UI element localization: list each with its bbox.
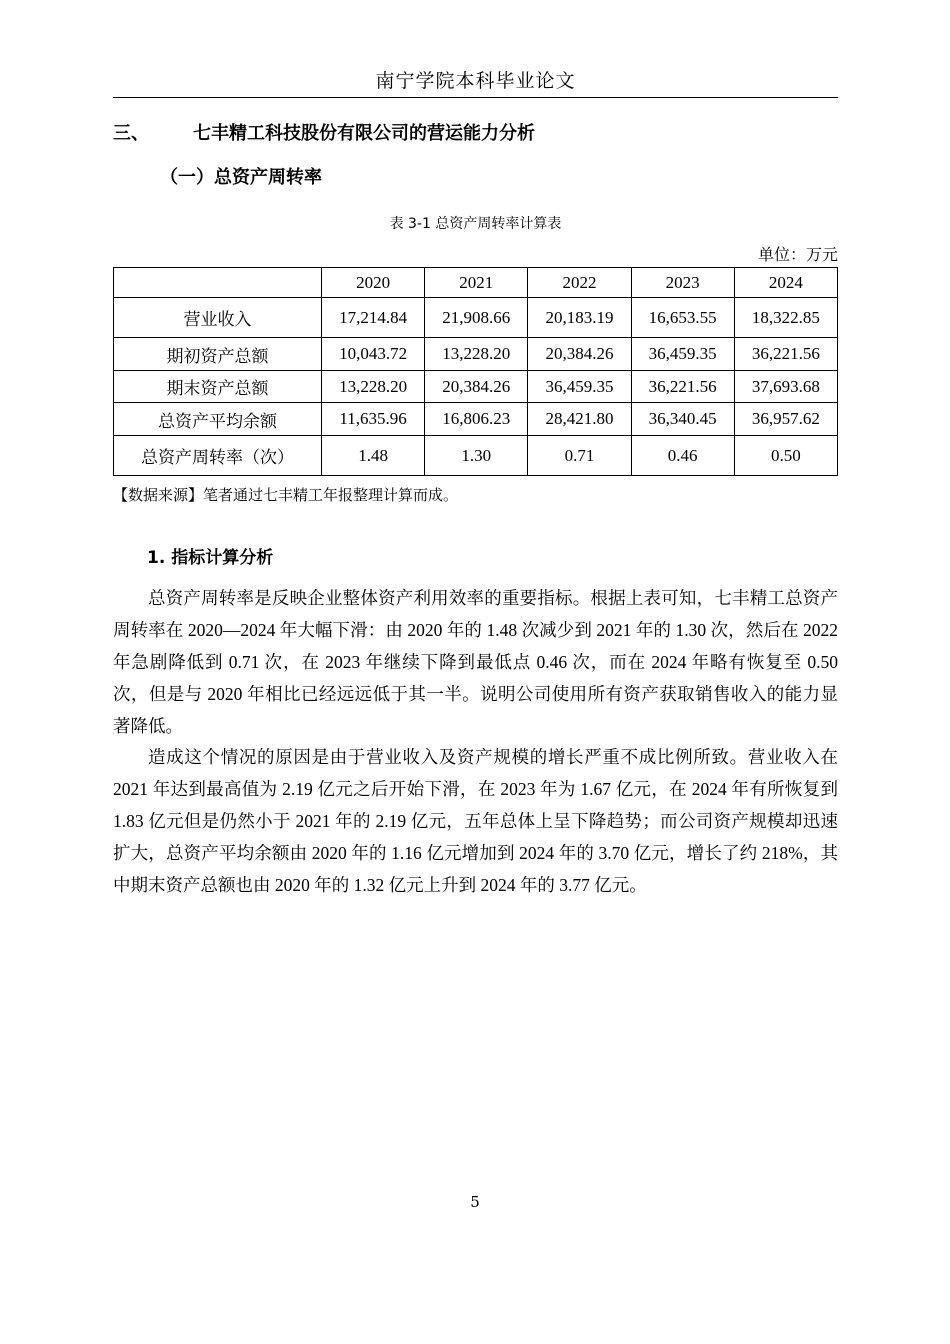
table-cell: 36,221.56 (631, 371, 734, 403)
table-header-cell (114, 268, 322, 298)
table-cell: 36,221.56 (734, 338, 837, 371)
table-cell: 18,322.85 (734, 298, 837, 338)
body-paragraph: 造成这个情况的原因是由于营业收入及资产规模的增长严重不成比例所致。营业收入在 2021 年达到最高值为 2.19 亿元之后开始下滑，在 2023 年为 1.67 亿元，在 2024 年有所恢复到 1.83 亿元但是仍然小于 2021 年的 2.19 亿元，五年总体上呈下降趋势；而公司资产规模却迅速扩大，总资产平均余额由 2020 年的 1.16 亿元增加到 2024 年的 3.70 亿元，增长了约 218%，其中期末资产总额也由 2020 年的 1.32 亿元上升到 2024 年的 3.77 亿元。 (113, 747, 838, 895)
table-row (114, 403, 838, 436)
table-cell: 36,340.45 (631, 403, 734, 436)
table-cell: 0.71 (528, 436, 631, 476)
row-label: 营业收入 (114, 298, 322, 338)
table-caption: 表 3-1 总资产周转率计算表 (389, 216, 562, 232)
table-cell: 0.50 (734, 436, 837, 476)
table-cell: 1.48 (322, 436, 425, 476)
table-cell: 10,043.72 (322, 338, 425, 371)
header-rule (113, 97, 838, 98)
table-header-cell: 2020 (322, 268, 425, 298)
table-cell: 20,183.19 (528, 298, 631, 338)
table-cell: 11,635.96 (322, 403, 425, 436)
table-cell: 17,214.84 (322, 298, 425, 338)
table-cell: 36,957.62 (734, 403, 837, 436)
row-label: 总资产平均余额 (114, 403, 322, 436)
table-cell: 16,653.55 (631, 298, 734, 338)
table-cell: 0.46 (631, 436, 734, 476)
table-cell: 20,384.26 (425, 371, 528, 403)
subsection-heading: （一）总资产周转率 (160, 167, 322, 188)
row-label: 期初资产总额 (114, 338, 322, 371)
table-cell: 20,384.26 (528, 338, 631, 371)
section-title: 七丰精工科技股份有限公司的营运能力分析 (193, 123, 535, 144)
table-cell: 36,459.35 (631, 338, 734, 371)
table-header-cell: 2022 (528, 268, 631, 298)
table-cell: 1.30 (425, 436, 528, 476)
section-heading (113, 119, 535, 145)
table-cell: 28,421.80 (528, 403, 631, 436)
section-number: 三、 (113, 123, 149, 144)
turnover-table (113, 267, 838, 476)
page-number: 5 (470, 1193, 480, 1211)
running-header: 南宁学院本科毕业论文 (375, 70, 576, 92)
table-unit: 单位：万元 (757, 245, 838, 264)
table-header-cell: 2023 (631, 268, 734, 298)
subsubsection-heading: 1. 指标计算分析 (147, 548, 274, 568)
table-header-cell: 2021 (425, 268, 528, 298)
table-row (114, 436, 838, 476)
table-row (114, 298, 838, 338)
table-cell: 16,806.23 (425, 403, 528, 436)
body-paragraph: 总资产周转率是反映企业整体资产利用效率的重要指标。根据上表可知，七丰精工总资产周转率在 2020—2024 年大幅下滑：由 2020 年的 1.48 次减少到 2021 年的 1.30 次，然后在 2022 年急剧降低到 0.71 次，在 2023 年继续下降到最低点 0.46 次，而在 2024 年略有恢复至 0.50 次，但是与 2020 年相比已经远远低于其一半。说明公司使用所有资产获取销售收入的能力显著降低。 (113, 588, 838, 736)
table-cell: 21,908.66 (425, 298, 528, 338)
table-source-note: 【数据来源】笔者通过七丰精工年报整理计算而成。 (113, 486, 459, 504)
table-cell: 13,228.20 (322, 371, 425, 403)
table-header-row (114, 268, 838, 298)
table-cell: 36,459.35 (528, 371, 631, 403)
table-row (114, 338, 838, 371)
table-cell: 13,228.20 (425, 338, 528, 371)
table-row (114, 371, 838, 403)
row-label: 总资产周转率（次） (114, 436, 322, 476)
row-label: 期末资产总额 (114, 371, 322, 403)
table-cell: 37,693.68 (734, 371, 837, 403)
table-header-cell: 2024 (734, 268, 837, 298)
